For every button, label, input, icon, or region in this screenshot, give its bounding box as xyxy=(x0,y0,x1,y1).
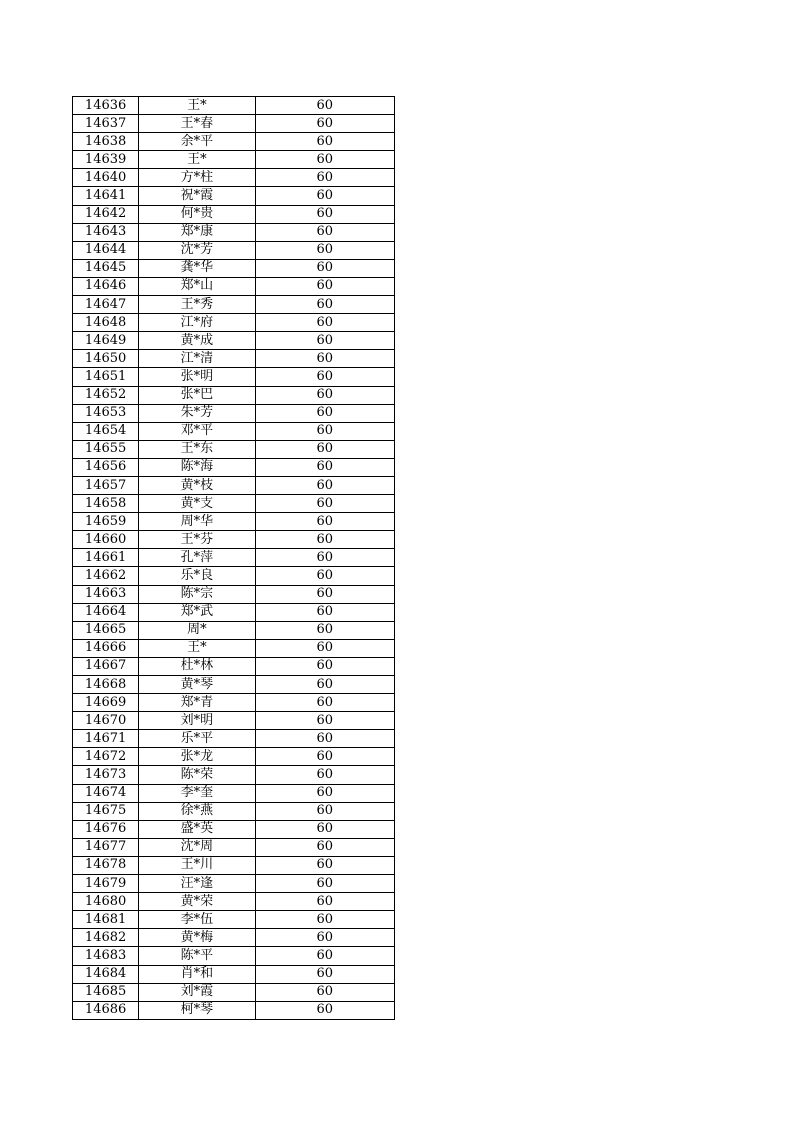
table-row xyxy=(73,676,395,694)
row-id-cell: 14658 xyxy=(73,495,139,513)
row-id-cell: 14656 xyxy=(73,458,139,476)
row-name-cell: 肖*和 xyxy=(139,965,255,983)
row-id-cell: 14671 xyxy=(73,730,139,748)
row-id-cell: 14642 xyxy=(73,205,139,223)
row-id-cell: 14653 xyxy=(73,404,139,422)
row-name-cell: 郑*武 xyxy=(139,603,255,621)
row-score-cell: 60 xyxy=(255,712,394,730)
table-row xyxy=(73,223,395,241)
row-score-cell: 60 xyxy=(255,115,394,133)
row-id-cell: 14677 xyxy=(73,838,139,856)
row-score-cell: 60 xyxy=(255,223,394,241)
row-score-cell: 60 xyxy=(255,404,394,422)
row-name-cell: 汪*逢 xyxy=(139,875,255,893)
row-name-cell: 郑*青 xyxy=(139,694,255,712)
table-row xyxy=(73,350,395,368)
table-row xyxy=(73,458,395,476)
table-row xyxy=(73,965,395,983)
table-row xyxy=(73,495,395,513)
row-id-cell: 14678 xyxy=(73,856,139,874)
row-name-cell: 王* xyxy=(139,639,255,657)
table-row xyxy=(73,911,395,929)
table-row xyxy=(73,277,395,295)
table-row xyxy=(73,621,395,639)
table-row xyxy=(73,585,395,603)
row-score-cell: 60 xyxy=(255,965,394,983)
row-score-cell: 60 xyxy=(255,820,394,838)
row-score-cell: 60 xyxy=(255,296,394,314)
row-id-cell: 14682 xyxy=(73,929,139,947)
row-name-cell: 周*华 xyxy=(139,513,255,531)
table-row xyxy=(73,929,395,947)
row-name-cell: 祝*霞 xyxy=(139,187,255,205)
table-row xyxy=(73,730,395,748)
row-name-cell: 黄*荣 xyxy=(139,893,255,911)
row-name-cell: 郑*山 xyxy=(139,277,255,295)
row-score-cell: 60 xyxy=(255,585,394,603)
table-row xyxy=(73,694,395,712)
row-id-cell: 14651 xyxy=(73,368,139,386)
row-name-cell: 张*巴 xyxy=(139,386,255,404)
row-id-cell: 14662 xyxy=(73,567,139,585)
row-name-cell: 黄*枝 xyxy=(139,476,255,494)
table-row xyxy=(73,241,395,259)
row-name-cell: 李*伍 xyxy=(139,911,255,929)
row-id-cell: 14675 xyxy=(73,802,139,820)
table-row xyxy=(73,476,395,494)
row-id-cell: 14638 xyxy=(73,133,139,151)
row-id-cell: 14668 xyxy=(73,676,139,694)
row-id-cell: 14672 xyxy=(73,748,139,766)
table-row xyxy=(73,1001,395,1019)
row-name-cell: 周* xyxy=(139,621,255,639)
row-score-cell: 60 xyxy=(255,440,394,458)
row-name-cell: 王* xyxy=(139,151,255,169)
table-row xyxy=(73,314,395,332)
row-score-cell: 60 xyxy=(255,802,394,820)
table-row xyxy=(73,169,395,187)
row-score-cell: 60 xyxy=(255,911,394,929)
row-id-cell: 14676 xyxy=(73,820,139,838)
row-id-cell: 14665 xyxy=(73,621,139,639)
row-score-cell: 60 xyxy=(255,929,394,947)
table-row xyxy=(73,386,395,404)
row-id-cell: 14660 xyxy=(73,531,139,549)
row-name-cell: 杜*林 xyxy=(139,657,255,675)
row-name-cell: 余*平 xyxy=(139,133,255,151)
row-score-cell: 60 xyxy=(255,730,394,748)
row-id-cell: 14654 xyxy=(73,422,139,440)
row-score-cell: 60 xyxy=(255,458,394,476)
row-name-cell: 柯*琴 xyxy=(139,1001,255,1019)
row-score-cell: 60 xyxy=(255,694,394,712)
table-row xyxy=(73,531,395,549)
table-row xyxy=(73,784,395,802)
row-id-cell: 14667 xyxy=(73,657,139,675)
score-table xyxy=(72,96,395,1020)
table-row xyxy=(73,947,395,965)
row-name-cell: 孔*萍 xyxy=(139,549,255,567)
row-id-cell: 14637 xyxy=(73,115,139,133)
table-row xyxy=(73,549,395,567)
row-name-cell: 徐*燕 xyxy=(139,802,255,820)
row-name-cell: 黄*支 xyxy=(139,495,255,513)
table-row xyxy=(73,259,395,277)
row-id-cell: 14643 xyxy=(73,223,139,241)
row-id-cell: 14663 xyxy=(73,585,139,603)
row-score-cell: 60 xyxy=(255,422,394,440)
row-score-cell: 60 xyxy=(255,983,394,1001)
row-id-cell: 14639 xyxy=(73,151,139,169)
row-id-cell: 14644 xyxy=(73,241,139,259)
table-row xyxy=(73,712,395,730)
table-row xyxy=(73,567,395,585)
row-score-cell: 60 xyxy=(255,386,394,404)
table-row xyxy=(73,657,395,675)
table-row xyxy=(73,639,395,657)
table-row xyxy=(73,838,395,856)
row-id-cell: 14681 xyxy=(73,911,139,929)
table-row xyxy=(73,368,395,386)
row-id-cell: 14683 xyxy=(73,947,139,965)
row-score-cell: 60 xyxy=(255,241,394,259)
row-score-cell: 60 xyxy=(255,875,394,893)
table-row xyxy=(73,97,395,115)
row-id-cell: 14686 xyxy=(73,1001,139,1019)
table-row xyxy=(73,748,395,766)
row-score-cell: 60 xyxy=(255,368,394,386)
row-id-cell: 14647 xyxy=(73,296,139,314)
row-name-cell: 邓*平 xyxy=(139,422,255,440)
row-id-cell: 14661 xyxy=(73,549,139,567)
row-score-cell: 60 xyxy=(255,549,394,567)
row-name-cell: 王*芬 xyxy=(139,531,255,549)
row-name-cell: 王*春 xyxy=(139,115,255,133)
table-row xyxy=(73,332,395,350)
row-score-cell: 60 xyxy=(255,332,394,350)
row-id-cell: 14669 xyxy=(73,694,139,712)
row-score-cell: 60 xyxy=(255,676,394,694)
table-row xyxy=(73,404,395,422)
row-name-cell: 何*贵 xyxy=(139,205,255,223)
row-score-cell: 60 xyxy=(255,748,394,766)
row-name-cell: 江*清 xyxy=(139,350,255,368)
row-name-cell: 乐*良 xyxy=(139,567,255,585)
row-id-cell: 14659 xyxy=(73,513,139,531)
row-score-cell: 60 xyxy=(255,856,394,874)
row-score-cell: 60 xyxy=(255,151,394,169)
row-name-cell: 朱*芳 xyxy=(139,404,255,422)
table-row xyxy=(73,422,395,440)
table-row xyxy=(73,440,395,458)
table-row xyxy=(73,820,395,838)
table-row xyxy=(73,151,395,169)
row-name-cell: 龚*华 xyxy=(139,259,255,277)
row-score-cell: 60 xyxy=(255,513,394,531)
row-name-cell: 乐*平 xyxy=(139,730,255,748)
row-name-cell: 郑*康 xyxy=(139,223,255,241)
row-id-cell: 14664 xyxy=(73,603,139,621)
row-name-cell: 王*东 xyxy=(139,440,255,458)
row-id-cell: 14674 xyxy=(73,784,139,802)
row-id-cell: 14645 xyxy=(73,259,139,277)
table-row xyxy=(73,875,395,893)
table-row xyxy=(73,187,395,205)
row-score-cell: 60 xyxy=(255,205,394,223)
row-id-cell: 14648 xyxy=(73,314,139,332)
row-name-cell: 江*府 xyxy=(139,314,255,332)
row-score-cell: 60 xyxy=(255,187,394,205)
row-id-cell: 14670 xyxy=(73,712,139,730)
row-name-cell: 陈*海 xyxy=(139,458,255,476)
row-score-cell: 60 xyxy=(255,621,394,639)
row-name-cell: 王* xyxy=(139,97,255,115)
row-name-cell: 沈*周 xyxy=(139,838,255,856)
row-id-cell: 14646 xyxy=(73,277,139,295)
row-name-cell: 陈*荣 xyxy=(139,766,255,784)
row-id-cell: 14636 xyxy=(73,97,139,115)
table-row xyxy=(73,893,395,911)
row-score-cell: 60 xyxy=(255,838,394,856)
row-score-cell: 60 xyxy=(255,639,394,657)
row-score-cell: 60 xyxy=(255,531,394,549)
table-row xyxy=(73,115,395,133)
row-score-cell: 60 xyxy=(255,766,394,784)
row-score-cell: 60 xyxy=(255,947,394,965)
row-name-cell: 方*柱 xyxy=(139,169,255,187)
table-row xyxy=(73,603,395,621)
row-score-cell: 60 xyxy=(255,277,394,295)
row-name-cell: 张*明 xyxy=(139,368,255,386)
row-name-cell: 刘*明 xyxy=(139,712,255,730)
row-id-cell: 14666 xyxy=(73,639,139,657)
row-score-cell: 60 xyxy=(255,1001,394,1019)
row-id-cell: 14680 xyxy=(73,893,139,911)
row-name-cell: 陈*平 xyxy=(139,947,255,965)
table-row xyxy=(73,802,395,820)
row-score-cell: 60 xyxy=(255,169,394,187)
row-name-cell: 黄*梅 xyxy=(139,929,255,947)
row-name-cell: 盛*英 xyxy=(139,820,255,838)
table-row xyxy=(73,766,395,784)
row-id-cell: 14657 xyxy=(73,476,139,494)
row-name-cell: 黄*成 xyxy=(139,332,255,350)
row-score-cell: 60 xyxy=(255,603,394,621)
row-name-cell: 刘*霞 xyxy=(139,983,255,1001)
row-score-cell: 60 xyxy=(255,657,394,675)
row-name-cell: 黄*琴 xyxy=(139,676,255,694)
row-score-cell: 60 xyxy=(255,133,394,151)
row-id-cell: 14649 xyxy=(73,332,139,350)
row-score-cell: 60 xyxy=(255,567,394,585)
row-id-cell: 14684 xyxy=(73,965,139,983)
row-name-cell: 王*秀 xyxy=(139,296,255,314)
row-score-cell: 60 xyxy=(255,476,394,494)
table-row xyxy=(73,856,395,874)
row-id-cell: 14655 xyxy=(73,440,139,458)
row-name-cell: 沈*芳 xyxy=(139,241,255,259)
row-id-cell: 14650 xyxy=(73,350,139,368)
row-name-cell: 陈*宗 xyxy=(139,585,255,603)
row-score-cell: 60 xyxy=(255,350,394,368)
row-name-cell: 李*奎 xyxy=(139,784,255,802)
row-score-cell: 60 xyxy=(255,314,394,332)
table-body xyxy=(73,97,395,1020)
row-id-cell: 14640 xyxy=(73,169,139,187)
row-id-cell: 14641 xyxy=(73,187,139,205)
table-row xyxy=(73,983,395,1001)
row-score-cell: 60 xyxy=(255,784,394,802)
row-name-cell: 王*川 xyxy=(139,856,255,874)
table-row xyxy=(73,205,395,223)
row-id-cell: 14652 xyxy=(73,386,139,404)
table-row xyxy=(73,513,395,531)
row-score-cell: 60 xyxy=(255,893,394,911)
row-score-cell: 60 xyxy=(255,97,394,115)
row-id-cell: 14673 xyxy=(73,766,139,784)
row-name-cell: 张*龙 xyxy=(139,748,255,766)
row-score-cell: 60 xyxy=(255,495,394,513)
row-id-cell: 14685 xyxy=(73,983,139,1001)
table-row xyxy=(73,296,395,314)
table-row xyxy=(73,133,395,151)
row-id-cell: 14679 xyxy=(73,875,139,893)
row-score-cell: 60 xyxy=(255,259,394,277)
